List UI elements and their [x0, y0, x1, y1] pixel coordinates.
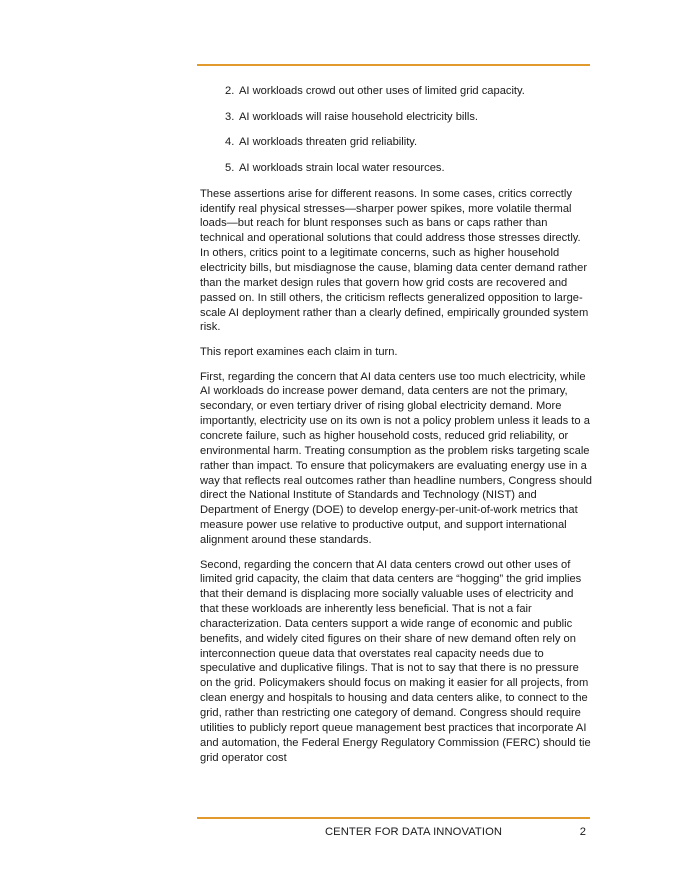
paragraph-first-claim: First, regarding the concern that AI data centers use too much electricity, while AI workloads do increase power demand, data centers are not the primary, secondary, or even tertiary driver of rising global electricity demand. More importantly, electricity use on its own is not a policy problem unless it leads to a concrete failure, such as higher household costs, reduced grid reliability, or environmental harm. Treating consumption as the problem risks targeting scale rather than impact. To ensure that policymakers are evaluating energy use in a way that reflects real outcomes rather than headline numbers, Congress should direct the National Institute of Standards and Technology (NIST) and Department of Energy (DOE) to develop energy-per-unit-of-work metrics that measure power use relative to productive output, and support international alignment around these standards.: [200, 370, 592, 546]
list-item-number: 3.: [225, 110, 235, 123]
page-body: [200, 84, 592, 775]
page-number: 2: [579, 826, 586, 838]
list-item-text: AI workloads threaten grid reliability.: [239, 136, 418, 149]
list-item-text: AI workloads will raise household electricity bills.: [239, 110, 479, 123]
header-rule: [197, 64, 590, 66]
list-item: [200, 84, 592, 99]
footer-organization: CENTER FOR DATA INNOVATION: [325, 826, 503, 838]
page-footer: [197, 826, 590, 842]
footer-rule: [197, 817, 590, 819]
claims-list: [200, 84, 592, 176]
list-item-number: 4.: [225, 136, 235, 149]
paragraph-second-claim: Second, regarding the concern that AI data centers crowd out other uses of limited grid capacity, the claim that data centers are “hogging” the grid implies that their demand is displacing more socially valuable uses of electricity and that these workloads are inherently less beneficial. That is not a fair characterization. Data centers support a wide range of economic and public benefits, and widely cited figures on their share of new demand often rely on interconnection queue data that overstates real capacity needs due to speculative and duplicative filings. That is not to say that there is no pressure on the grid. Policymakers should focus on making it easier for all projects, from clean energy and hospitals to housing and data centers alike, to connect to the grid, rather than restricting one category of demand. Congress should require utilities to publicly report queue management best practices that incorporate AI and automation, the Federal Energy Regulatory Commission (FERC) should tie grid operator cost: [200, 558, 591, 764]
paragraph-assertions: These assertions arise for different reasons. In some cases, critics correctly identify real physical stresses—sharper power spikes, more volatile thermal loads—but reach for blunt responses such as bans or caps rather than technical and operational solutions that could address those stresses directly. In others, critics point to a legitimate concerns, such as higher household electricity bills, but misdiagnose the cause, blaming data center demand rather than the market design rules that govern how grid costs are recovered and passed on. In still others, the criticism reflects generalized opposition to large-scale AI deployment rather than a clearly defined, empirically grounded system risk.: [200, 187, 589, 334]
list-item: [200, 135, 592, 150]
list-item-text: AI workloads crowd out other uses of limited grid capacity.: [239, 85, 525, 97]
list-item-number: 2.: [225, 85, 235, 97]
list-item-number: 5.: [225, 162, 235, 175]
list-item-text: AI workloads strain local water resources.: [239, 162, 445, 175]
list-item: [200, 161, 592, 176]
paragraph-overview: This report examines each claim in turn.: [200, 345, 398, 358]
list-item: [200, 110, 592, 125]
